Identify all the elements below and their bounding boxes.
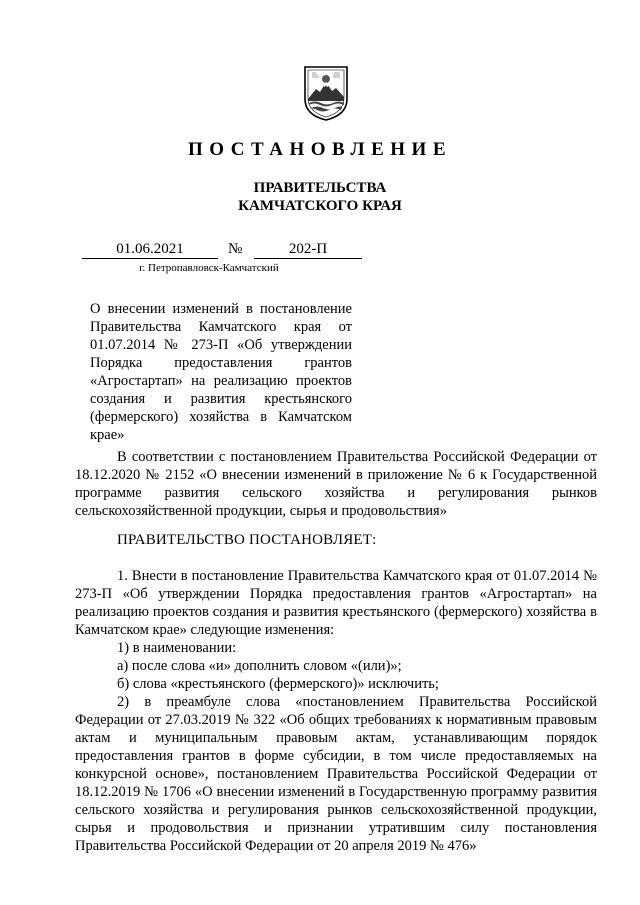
subject-line: крае» xyxy=(90,427,125,443)
item-1-1: 1) в наименовании: xyxy=(117,640,237,656)
item-1-2: 2) в преамбуле слова «постановлением Правительства Российской Федерации от 27.03.2019 № 322 «Об общих требованиях к нормативным правовым актам и муниципальным правовым актам, устанавливающим порядок предоставления грантов в форме субсидии, в том числе предоставляемых на конкурсной основе», постановлением Правительства Российской Федерации от 18.12.2019 № 1706 «О внесении изменений в Государственную программу развития сельского хозяйства и регулирования рынков сельскохозяйственной продукции, сырья и продовольствия и признании утратившим силу постановления Правительства Российской Федерации от 20 апреля 2019 № 476» xyxy=(75,694,597,854)
organization-line-2: КАМЧАТСКОГО КРАЯ xyxy=(238,198,402,214)
item-1: 1. Внести в постановление Правительства Камчатского края от 01.07.2014 № 273-П «Об утверждении Порядка предоставления грантов «Агростартап» на реализацию проектов создания и развития крестьянского (фермерского) хозяйства в Камчатском крае» следующие изменения: xyxy=(75,568,597,638)
subject-line: создания и развития крестьянского xyxy=(90,391,352,407)
subject-line: «Агростартап» на реализацию проектов xyxy=(90,373,352,389)
preamble-text: В соответствии с постановлением Правительства Российской Федерации от 18.12.2020 № 2152 «О внесении изменений в приложение № 6 к Государственной программе развития сельского хозяйства и регулирования рынков сельскохозяйственной продукции, сырья и продовольствия» xyxy=(75,449,597,519)
document-type-title: ПОСТАНОВЛЕНИЕ xyxy=(187,139,453,160)
subject-line: (фермерского) хозяйства в Камчатском xyxy=(90,409,352,425)
decree-items xyxy=(75,567,597,855)
number-sign: № xyxy=(228,241,243,257)
subject-line: 01.07.2014 № 273-П «Об утверждении xyxy=(90,337,352,353)
decree-heading: ПРАВИТЕЛЬСТВО ПОСТАНОВЛЯЕТ: xyxy=(117,532,377,548)
item-1-1-a: а) после слова «и» дополнить словом «(или)»; xyxy=(117,658,402,674)
subject-line: Порядка предоставления грантов xyxy=(90,355,352,371)
city-name: г. Петропавловск-Камчатский xyxy=(139,262,279,274)
preamble-section xyxy=(75,448,597,520)
subject-line: О внесении изменений в постановление xyxy=(90,301,352,317)
organization-line-1: ПРАВИТЕЛЬСТВА xyxy=(253,180,387,196)
kamchatka-coat-of-arms-icon xyxy=(303,65,349,121)
document-date: 01.06.2021 xyxy=(82,241,218,259)
subject-line: Правительства Камчатского края от xyxy=(90,319,352,335)
document-subject xyxy=(90,300,352,444)
item-1-1-b: б) слова «крестьянского (фермерского)» исключить; xyxy=(117,676,439,692)
document-number: 202-П xyxy=(254,241,362,259)
decree-section xyxy=(75,531,597,549)
